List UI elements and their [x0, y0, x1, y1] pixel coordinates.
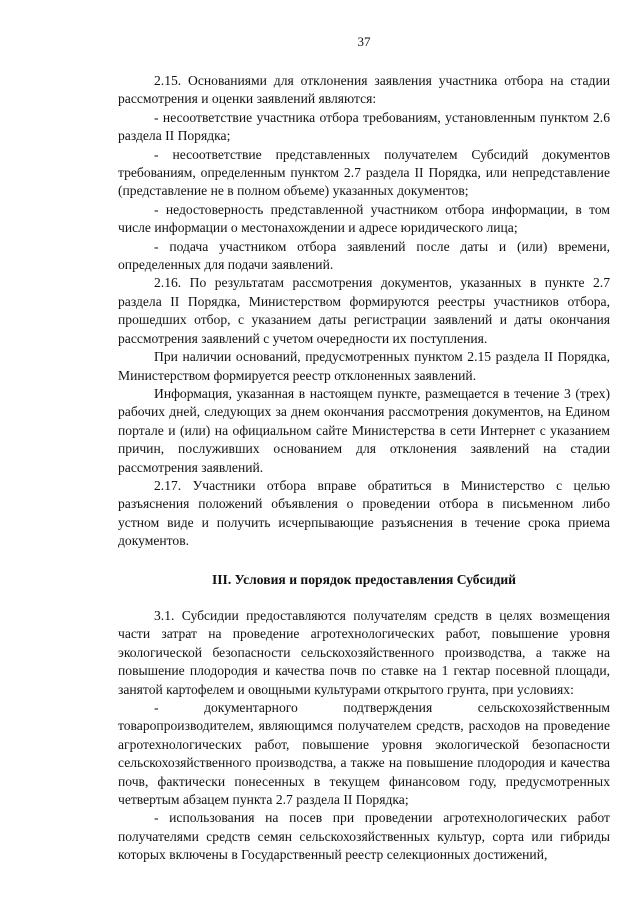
- section-heading: III. Условия и порядок предоставления Субсидий: [211, 571, 517, 587]
- paragraph-2-16: 2.16. По результатам рассмотрения документов, указанных в пункте 2.7 раздела II Порядка, Министерством формируются реестры участников отбора, прошедших отбор, с указанием даты регистрации заявлений и даты окончания рассмотрения заявлений с учетом очередности их поступления.: [118, 275, 610, 346]
- list-item-late-submission: - подача участником отбора заявлений после даты и (или) времени, определенных для подачи заявлений.: [118, 238, 610, 273]
- paragraph-rejected-registry: При наличии оснований, предусмотренных пунктом 2.15 раздела II Порядка, Министерством формируется реестр отклоненных заявлений.: [118, 349, 610, 383]
- page-number: 37: [357, 34, 371, 49]
- paragraph-2-15: 2.15. Основаниями для отклонения заявления участника отбора на стадии рассмотрения и оценки заявлений являются:: [118, 73, 610, 107]
- paragraph-3-1: 3.1. Субсидии предоставляются получателям средств в целях возмещения части затрат на проведение агротехнологических работ, повышение уровня экологической безопасности сельскохозяйственного производства, а также на повышение плодородия и качества почв по ставке на 1 гектар посевной площади, занятой картофелем и овощными культурами открытого грунта, при условиях:: [118, 607, 610, 697]
- paragraph-information-publication: Информация, указанная в настоящем пункте, размещается в течение 3 (трех) рабочих дней, следующих за днем окончания рассмотрения документов, на Едином портале и (или) на официальном сайте Министерства в сети Интернет с указанием причин, послуживших основанием для отклонения заявлений на стадии рассмотрения заявлений.: [118, 385, 610, 475]
- paragraph-2-17: 2.17. Участники отбора вправе обратиться в Министерство с целью разъяснения положений объявления о проведении отбора в письменном либо устном виде и получить исчерпывающие разъяснения в течение срока приема документов.: [118, 477, 610, 549]
- list-item-unreliable-info: - недостоверность представленной участником отбора информации, в том числе информации о местонахождении и адресе юридического лица;: [118, 201, 610, 236]
- list-item-expense-confirmation: - документарного подтверждения сельскохозяйственным товаропроизводителем, являющимся получателем средств, расходов на проведение агротехнологических работ, повышение уровня экологической безопасности сельскохозяйственного производства, а также на повышение плодородия и качества почв, фактически понесенных в текущем финансовом году, предусмотренных четвертым абзацем пункта 2.7 раздела II Порядка;: [118, 700, 610, 808]
- list-item-seed-use: - использования на посев при проведении агротехнологических работ получателями средств семян сельскохозяйственных культур, сорта или гибриды которых включены в Государственный реестр селекционных достижений,: [118, 810, 610, 863]
- document-body: [118, 72, 610, 865]
- list-item-documents: - несоответствие представленных получателем Субсидий документов требованиям, определенным пунктом 2.7 раздела II Порядка, или непредставление (представление не в полном объеме) указанных документов;: [118, 146, 610, 199]
- list-item-requirements: - несоответствие участника отбора требованиям, установленным пунктом 2.6 раздела II Порядка;: [118, 109, 610, 144]
